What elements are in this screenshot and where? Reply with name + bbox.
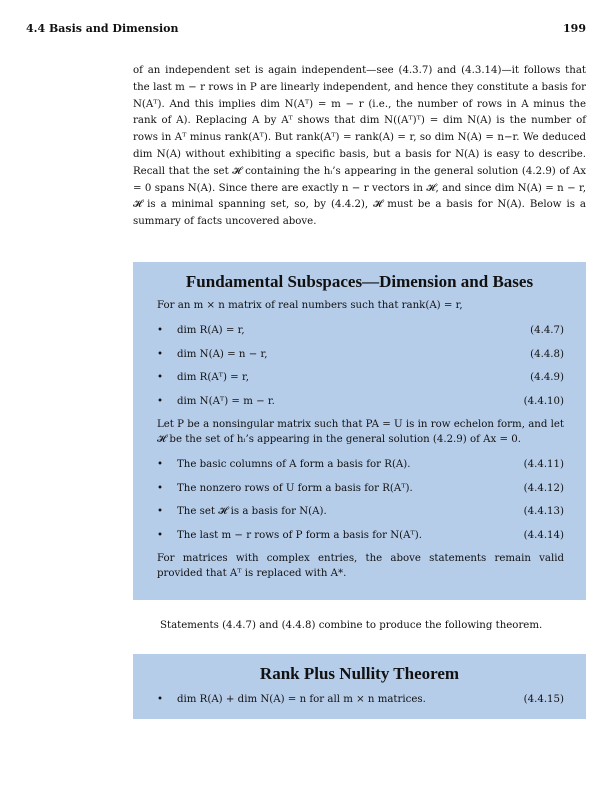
box-closing: For matrices with complex entries, the above statements remain valid provided that Aᵀ is replaced with A*. xyxy=(157,553,564,579)
bullet: • xyxy=(157,395,164,407)
formula-expr: dim R(A) + dim N(A) = n for all m × n matrices. xyxy=(177,694,426,706)
fundamental-subspaces-box xyxy=(133,262,586,600)
formula-expr: dim R(Aᵀ) = r, xyxy=(177,372,249,384)
equation-number: (4.4.10) xyxy=(523,395,564,407)
formula-expr: The nonzero rows of U form a basis for R(Aᵀ). xyxy=(177,482,413,494)
intro-text xyxy=(133,63,586,231)
bullet: • xyxy=(157,372,164,384)
box-lead: For an m × n matrix of real numbers such that rank(A) = r, xyxy=(157,300,463,311)
rank-nullity-box xyxy=(133,654,586,719)
formula-expr: The basic columns of A form a basis for R(A). xyxy=(177,459,411,471)
box-title: Rank Plus Nullity Theorem xyxy=(259,664,460,683)
formula-expr: dim R(A) = r, xyxy=(177,325,245,337)
page-header xyxy=(26,22,586,35)
equation-number: (4.4.15) xyxy=(523,694,564,706)
bullet: • xyxy=(157,506,164,518)
bridge-sentence: Statements (4.4.7) and (4.4.8) combine to produce the following theorem. xyxy=(160,620,543,631)
equation-number: (4.4.9) xyxy=(530,372,564,384)
equation-number: (4.4.8) xyxy=(530,348,564,360)
formula-expr: dim N(A) = n − r, xyxy=(177,348,268,360)
formula-row xyxy=(133,366,586,390)
bullet: • xyxy=(157,482,164,494)
formula-row xyxy=(133,390,586,414)
formula-row xyxy=(133,453,586,477)
formula-row xyxy=(133,343,586,367)
section-title: 4.4 Basis and Dimension xyxy=(26,22,179,35)
formula-row xyxy=(133,524,586,548)
equation-number: (4.4.11) xyxy=(523,459,564,471)
formula-row xyxy=(133,688,586,712)
formula-expr: The set 𝓗 is a basis for N(A). xyxy=(177,505,327,517)
equation-number: (4.4.12) xyxy=(523,482,564,494)
bullet: • xyxy=(157,348,164,360)
box-middle: Let P be a nonsingular matrix such that PA = U is in row echelon form, and let 𝓗 be the set of hᵢ’s appearing in the general solution (4.2.9) of Ax = 0. xyxy=(157,419,564,445)
formula-row xyxy=(133,477,586,501)
bullet: • xyxy=(157,694,164,706)
equation-number: (4.4.13) xyxy=(523,506,564,518)
page-number: 199 xyxy=(563,22,586,35)
equation-number: (4.4.14) xyxy=(523,529,564,541)
bullet: • xyxy=(157,529,164,541)
formula-row xyxy=(133,319,586,343)
bullet: • xyxy=(157,325,164,337)
formula-expr: The last m − r rows of P form a basis for N(Aᵀ). xyxy=(177,529,423,541)
bullet: • xyxy=(157,459,164,471)
box-title: Fundamental Subspaces—Dimension and Bases xyxy=(185,272,534,291)
intro-paragraph: of an independent set is again independent—see (4.3.7) and (4.3.14)—it follows that the last m − r rows in P are linearly independent, and hence they constitute a basis for N(Aᵀ). And this implies dim N(Aᵀ) = m − r (i.e., the number of rows in A minus the rank of A). Replacing A by Aᵀ shows that dim N((Aᵀ)ᵀ) = dim N(A) is the number of rows in Aᵀ minus rank(Aᵀ). But rank(Aᵀ) = rank(A) = r, so dim N(A) = n−r. We deduced dim N(A) without exhibiting a specific basis, but a basis for N(A) is easy to describe. Recall that the set 𝓗 containing the hᵢ’s appearing in the general solution (4.2.9) of Ax = 0 spans N(A). Since there are exactly n − r vectors in 𝓗, and since dim N(A) = n − r, 𝓗 is a minimal spanning set, so, by (4.4.2), 𝓗 must be a basis for N(A). Below is a summary of facts uncovered above. xyxy=(133,65,586,228)
equation-number: (4.4.7) xyxy=(530,325,564,337)
formula-expr: dim N(Aᵀ) = m − r. xyxy=(177,395,275,407)
formula-row xyxy=(133,500,586,524)
